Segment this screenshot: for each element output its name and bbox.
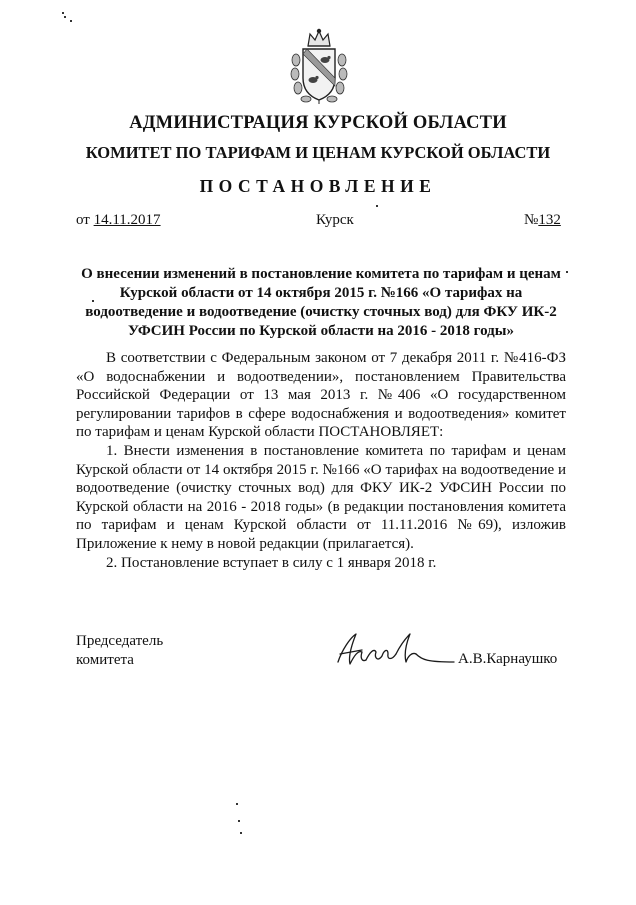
handwritten-signature <box>332 626 456 672</box>
title-line: УФСИН России по Курской области на 2016 - 2018 годы» <box>128 323 514 339</box>
document-title <box>76 265 566 341</box>
signatory-name: А.В.Карнаушко <box>458 651 558 667</box>
title-line: О внесении изменений в постановление комитета по тарифам и ценам <box>81 266 561 282</box>
committee-heading: КОМИТЕТ ПО ТАРИФАМ И ЦЕНАМ КУРСКОЙ ОБЛАСТИ <box>85 143 551 162</box>
document-date <box>76 212 161 229</box>
administration-heading: АДМИНИСТРАЦИЯ КУРСКОЙ ОБЛАСТИ <box>129 113 507 133</box>
number-prefix: № <box>524 212 539 228</box>
document-type-heading: ПОСТАНОВЛЕНИЕ <box>199 176 437 196</box>
item-1-paragraph: 1. Внести изменения в постановление комитета по тарифам и ценам Курской области от 14 октября 2015 г. №166 «О тарифах на водоотведение и водоотведение (очистку сточных вод) для ФКУ ИК-2 УФСИН России по Курской области на 2016 - 2018 годы» (в редакции постановления комитета по тарифам и ценам Курской области от 11.11.2016 №69), изложив Приложение к нему в новой редакции (прилагается). <box>76 442 566 552</box>
item-2-paragraph: 2. Постановление вступает в силу с 1 января 2018 г. <box>106 554 437 571</box>
document-body <box>76 349 566 572</box>
coat-of-arms-icon <box>290 28 348 106</box>
position-line: комитета <box>76 652 134 668</box>
position-line: Председатель <box>76 633 164 649</box>
date-prefix: от <box>76 212 94 228</box>
document-number <box>524 212 561 229</box>
title-line: Курской области от 14 октября 2015 г. №166 «О тарифах на <box>119 285 523 301</box>
preamble-paragraph: В соответствии с Федеральным законом от 7 декабря 2011 г. №416-ФЗ «О водоснабжении и водоотведении», постановлением Правительства Российской Федерации от 13 мая 2013 г. №406 «О государственном регулировании тарифов в сфере водоснабжения и водоотведения» комитет по тарифам и ценам Курской области ПОСТАНОВЛЯЕТ: <box>76 350 566 441</box>
date-value: 14.11.2017 <box>93 212 161 228</box>
document-city: Курск <box>316 212 354 228</box>
signatory-position <box>76 632 163 670</box>
number-value: 132 <box>538 212 561 228</box>
title-line: водоотведение и водоотведение (очистку сточных вод) для ФКУ ИК-2 <box>85 304 557 320</box>
